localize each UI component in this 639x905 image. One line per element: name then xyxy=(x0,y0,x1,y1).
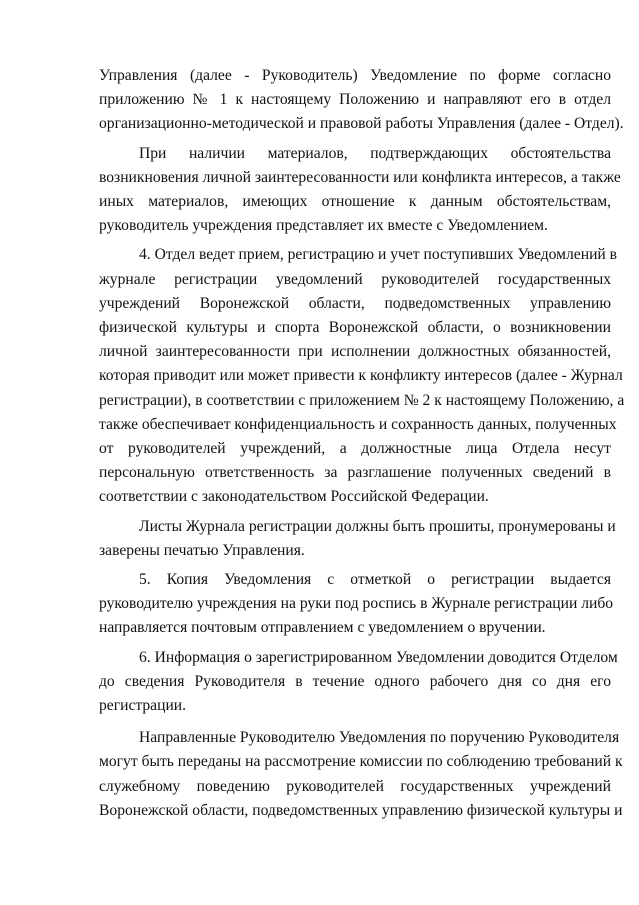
text-line: могут быть переданы на рассмотрение комиссии по соблюдению требований к xyxy=(99,753,623,771)
paragraph-6 xyxy=(99,646,618,719)
text-line: Листы Журнала регистрации должны быть прошиты, пронумерованы и xyxy=(139,517,616,535)
text-line: направляется почтовым отправлением с уведомлением о вручении. xyxy=(99,619,546,637)
text-line: Управления (далее - Руководитель) Уведомление по форме согласно xyxy=(99,67,611,84)
paragraph-1 xyxy=(99,64,624,137)
text-line: руководитель учреждения представляет их вместе с Уведомлением. xyxy=(99,217,548,235)
document-body xyxy=(99,64,625,823)
text-line: персональную ответственность за разглашение полученных сведений в xyxy=(99,464,611,482)
text-line: заверены печатью Управления. xyxy=(99,541,305,559)
text-line: иных материалов, имеющих отношение к данным обстоятельствам, xyxy=(99,193,611,211)
text-line: возникновения личной заинтересованности или конфликта интересов, а также xyxy=(99,168,621,186)
text-line: 5. Копия Уведомления с отметкой о регистрации выдается xyxy=(139,571,611,589)
paragraph-3 xyxy=(99,243,625,509)
text-line: журнале регистрации уведомлений руководителей государственных xyxy=(99,270,611,288)
text-line: от руководителей учреждений, а должностные лица Отдела несут xyxy=(99,440,611,458)
text-line: регистрации), в соответствии с приложением № 2 к настоящему Положению, а xyxy=(99,391,625,409)
text-line: приложению № 1 к настоящему Положению и направляют его в отдел xyxy=(99,91,611,109)
text-line: соответствии с законодательством Российской Федерации. xyxy=(99,488,489,506)
text-line: физической культуры и спорта Воронежской области, о возникновении xyxy=(99,319,611,337)
text-line: 4. Отдел ведет прием, регистрацию и учет поступивших Уведомлений в xyxy=(139,246,618,264)
text-line: которая приводит или может привести к конфликту интересов (далее - Журнал xyxy=(99,367,623,385)
text-line: Направленные Руководителю Уведомления по поручению Руководителя xyxy=(139,729,620,747)
paragraph-5 xyxy=(99,568,614,641)
text-line: также обеспечивает конфиденциальность и сохранность данных, полученных xyxy=(99,415,617,433)
paragraph-4 xyxy=(99,515,616,563)
text-line: организационно-методической и правовой работы Управления (далее - Отдел). xyxy=(99,115,624,133)
paragraph-2 xyxy=(99,142,621,239)
text-line: Воронежской области, подведомственных управлению физической культуры и xyxy=(99,801,623,819)
paragraph-7 xyxy=(99,726,623,823)
text-line: руководителю учреждения на руки под роспись в Журнале регистрации либо xyxy=(99,595,614,613)
text-line: служебному поведению руководителей государственных учреждений xyxy=(99,777,611,795)
text-line: до сведения Руководителя в течение одного рабочего дня со дня его xyxy=(99,672,611,690)
text-line: регистрации. xyxy=(99,697,187,715)
text-line: 6. Информация о зарегистрированном Уведомлении доводится Отделом xyxy=(139,648,618,666)
text-line: При наличии материалов, подтверждающих обстоятельства xyxy=(139,144,611,162)
text-line: учреждений Воронежской области, подведомственных управлению xyxy=(99,294,611,312)
text-line: личной заинтересованности при исполнении должностных обязанностей, xyxy=(99,343,611,361)
